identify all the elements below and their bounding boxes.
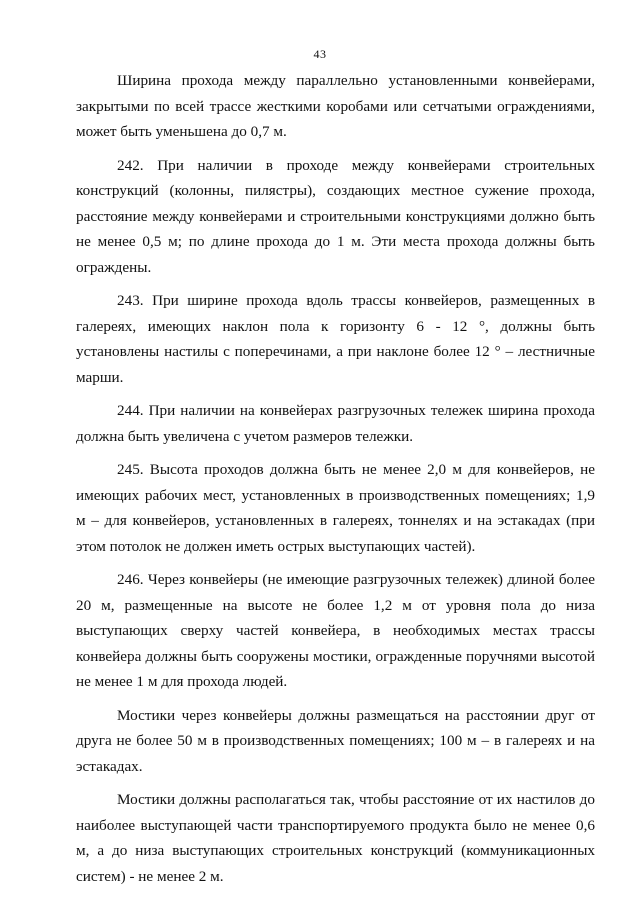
paragraph-passage-width: Ширина прохода между параллельно установленными конвейерами, закрытыми по всей трассе жесткими коробами или сетчатыми ограждениями, может быть уменьшена до 0,7 м. <box>76 72 595 140</box>
paragraph-245: 245. Высота проходов должна быть не менее 2,0 м для конвейеров, не имеющих рабочих мест, установленных в производственных помещениях; 1,9 м – для конвейеров, установленных в галереях, тоннелях и на эстакадах (при этом потолок не должен иметь острых выступающих частей). <box>76 461 595 555</box>
paragraph-243: 243. При ширине прохода вдоль трассы конвейеров, размещенных в галереях, имеющих наклон пола к горизонту 6 - 12 °, должны быть установлены настилы с поперечинами, а при наклоне более 12 ° – лестничные марши. <box>76 292 595 386</box>
paragraph-bridges-clearance: Мостики должны располагаться так, чтобы расстояние от их настилов до наиболее выступающей части транспортируемого продукта было не менее 0,6 м, а до низа выступающих строительных конструкций (коммуникационных систем) - не менее 2 м. <box>76 791 595 885</box>
page-number: 43 <box>313 47 327 61</box>
paragraph-bridges-spacing: Мостики через конвейеры должны размещаться на расстоянии друг от друга не более 50 м в производственных помещениях; 100 м – в галереях и на эстакадах. <box>76 706 595 775</box>
paragraph-246: 246. Через конвейеры (не имеющие разгрузочных тележек) длиной более 20 м, размещенные на высоте не более 1,2 м от уровня пола до низа выступающих сверху частей конвейера, в необходимых местах трассы конвейера должны быть сооружены мостики, огражденные поручнями высотой не менее 1 м для прохода людей. <box>76 571 595 690</box>
document-body <box>76 68 595 897</box>
paragraph-244: 244. При наличии на конвейерах разгрузочных тележек ширина прохода должна быть увеличена с учетом размеров тележки. <box>76 402 595 445</box>
paragraph-242: 242. При наличии в проходе между конвейерами строительных конструкций (колонны, пилястры), создающих местное сужение прохода, расстояние между конвейерами и строительными конструкциями должно быть не менее 0,5 м; по длине прохода до 1 м. Эти места прохода должны быть ограждены. <box>76 156 595 276</box>
